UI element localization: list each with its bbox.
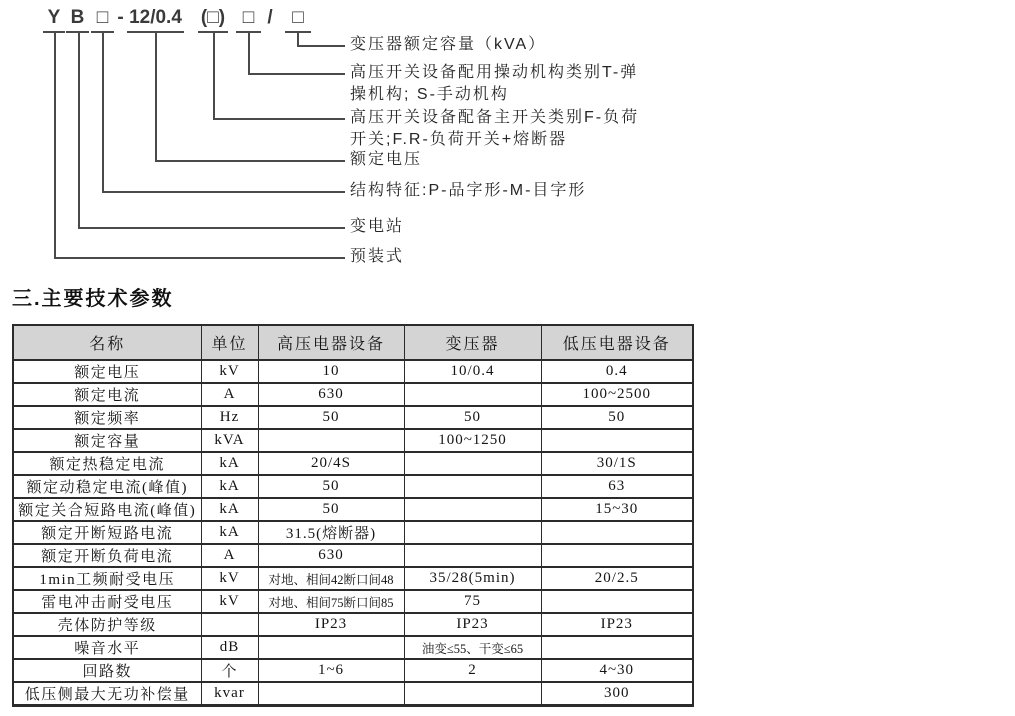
leader-line-vertical [213, 33, 215, 118]
value-cell: 50 [258, 475, 404, 498]
param-name-cell: 额定热稳定电流 [13, 452, 201, 475]
value-cell: 75 [404, 590, 541, 613]
value-cell: 对地、相间42断口间48 [258, 567, 404, 590]
value-cell: 100~1250 [404, 429, 541, 452]
value-cell [404, 475, 541, 498]
leader-line-vertical [102, 33, 104, 191]
model-designation-diagram [0, 0, 1015, 272]
value-cell: IP23 [258, 613, 404, 636]
leader-line-vertical [248, 33, 250, 73]
value-cell: 10 [258, 360, 404, 383]
leader-line-horizontal [54, 257, 345, 259]
value-cell: 50 [541, 406, 693, 429]
leader-line-horizontal [213, 118, 345, 120]
model-code-box: □ [236, 7, 261, 33]
model-code-text: - [117, 7, 124, 28]
leader-line-horizontal [248, 73, 345, 75]
diagram-label [350, 34, 546, 56]
leader-line-horizontal [78, 227, 345, 229]
column-header: 变压器 [404, 325, 541, 360]
model-code-box: □ [285, 7, 311, 33]
unit-cell [201, 613, 258, 636]
unit-cell: kA [201, 452, 258, 475]
unit-cell: A [201, 544, 258, 567]
param-name-cell: 壳体防护等级 [13, 613, 201, 636]
table-body [13, 360, 693, 706]
value-cell: 31.5(熔断器) [258, 521, 404, 544]
diagram-label-line: 高压开关设备配用操动机构类别T-弹 [350, 64, 639, 81]
param-name-cell: 回路数 [13, 659, 201, 682]
value-cell: 20/4S [258, 452, 404, 475]
value-cell: 2 [404, 659, 541, 682]
unit-cell: kVA [201, 429, 258, 452]
value-cell [541, 544, 693, 567]
value-cell [404, 521, 541, 544]
unit-cell: dB [201, 636, 258, 659]
value-cell [258, 682, 404, 706]
model-code-text: 12/0.4 [127, 7, 184, 33]
unit-cell: 个 [201, 659, 258, 682]
unit-cell: kvar [201, 682, 258, 706]
table-row [13, 682, 693, 706]
value-cell: IP23 [541, 613, 693, 636]
model-code-box: (□) [198, 7, 228, 33]
diagram-label-line: 操机构; S-手动机构 [350, 86, 509, 103]
table-row [13, 452, 693, 475]
param-name-cell: 雷电冲击耐受电压 [13, 590, 201, 613]
value-cell: 油变≤55、干变≤65 [404, 636, 541, 659]
param-name-cell: 额定电压 [13, 360, 201, 383]
unit-cell: kV [201, 567, 258, 590]
table-row [13, 406, 693, 429]
table-row [13, 544, 693, 567]
value-cell: IP23 [404, 613, 541, 636]
value-cell [541, 521, 693, 544]
value-cell: 10/0.4 [404, 360, 541, 383]
unit-cell: kV [201, 590, 258, 613]
leader-line-vertical [297, 33, 299, 45]
diagram-label-line: 预装式 [350, 248, 405, 265]
value-cell: 20/2.5 [541, 567, 693, 590]
diagram-label [350, 246, 404, 268]
unit-cell: kA [201, 475, 258, 498]
unit-cell: kV [201, 360, 258, 383]
value-cell [541, 636, 693, 659]
param-name-cell: 1min工频耐受电压 [13, 567, 201, 590]
value-cell: 1~6 [258, 659, 404, 682]
tech-params-table [12, 324, 694, 707]
column-header: 低压电器设备 [541, 325, 693, 360]
value-cell: 630 [258, 544, 404, 567]
unit-cell: kA [201, 498, 258, 521]
section-title: 三.主要技术参数 [12, 288, 174, 310]
table-header-row [13, 325, 693, 360]
column-header: 名称 [13, 325, 201, 360]
table-row [13, 475, 693, 498]
value-cell [404, 452, 541, 475]
value-cell: 63 [541, 475, 693, 498]
value-cell: 630 [258, 383, 404, 406]
leader-line-vertical [78, 33, 80, 227]
table-row [13, 567, 693, 590]
table-row [13, 521, 693, 544]
value-cell: 50 [258, 498, 404, 521]
unit-cell: A [201, 383, 258, 406]
value-cell: 30/1S [541, 452, 693, 475]
table-row [13, 659, 693, 682]
diagram-label-line: 额定电压 [350, 151, 423, 168]
diagram-label [350, 180, 586, 202]
value-cell: 对地、相间75断口间85 [258, 590, 404, 613]
value-cell [404, 682, 541, 706]
diagram-label [350, 107, 639, 151]
column-header: 高压电器设备 [258, 325, 404, 360]
value-cell: 100~2500 [541, 383, 693, 406]
value-cell [404, 383, 541, 406]
value-cell [541, 590, 693, 613]
value-cell [404, 544, 541, 567]
table-row [13, 590, 693, 613]
value-cell: 0.4 [541, 360, 693, 383]
model-code-box: □ [91, 7, 114, 33]
param-name-cell: 低压侧最大无功补偿量 [13, 682, 201, 706]
model-code-text: Y [43, 7, 65, 33]
model-code-text: / [267, 7, 273, 28]
diagram-label [350, 62, 638, 106]
table-row [13, 636, 693, 659]
value-cell: 50 [404, 406, 541, 429]
diagram-label-line: 高压开关设备配备主开关类别F-负荷 [350, 109, 640, 126]
value-cell [258, 636, 404, 659]
table-row [13, 429, 693, 452]
value-cell: 300 [541, 682, 693, 706]
diagram-label [350, 149, 422, 171]
diagram-label-line: 结构特征:P-品字形-M-目字形 [350, 182, 587, 199]
value-cell [541, 429, 693, 452]
leader-line-horizontal [297, 45, 345, 47]
value-cell [404, 498, 541, 521]
leader-line-horizontal [155, 160, 345, 162]
value-cell: 50 [258, 406, 404, 429]
param-name-cell: 额定电流 [13, 383, 201, 406]
param-name-cell: 噪音水平 [13, 636, 201, 659]
column-header: 单位 [201, 325, 258, 360]
model-code-text: B [66, 7, 89, 33]
table-row [13, 360, 693, 383]
diagram-label [350, 216, 404, 238]
unit-cell: Hz [201, 406, 258, 429]
param-name-cell: 额定动稳定电流(峰值) [13, 475, 201, 498]
table-row [13, 383, 693, 406]
leader-line-vertical [155, 33, 157, 160]
param-name-cell: 额定开断短路电流 [13, 521, 201, 544]
param-name-cell: 额定容量 [13, 429, 201, 452]
diagram-label-line: 开关;F.R-负荷开关+熔断器 [350, 131, 568, 148]
param-name-cell: 额定关合短路电流(峰值) [13, 498, 201, 521]
table-row [13, 498, 693, 521]
value-cell: 35/28(5min) [404, 567, 541, 590]
diagram-label-line: 变电站 [350, 218, 405, 235]
diagram-label-line: 变压器额定容量（kVA） [350, 36, 547, 53]
table-row [13, 613, 693, 636]
leader-line-horizontal [102, 191, 345, 193]
param-name-cell: 额定频率 [13, 406, 201, 429]
value-cell: 4~30 [541, 659, 693, 682]
value-cell [258, 429, 404, 452]
leader-line-vertical [54, 33, 56, 257]
value-cell: 15~30 [541, 498, 693, 521]
unit-cell: kA [201, 521, 258, 544]
param-name-cell: 额定开断负荷电流 [13, 544, 201, 567]
